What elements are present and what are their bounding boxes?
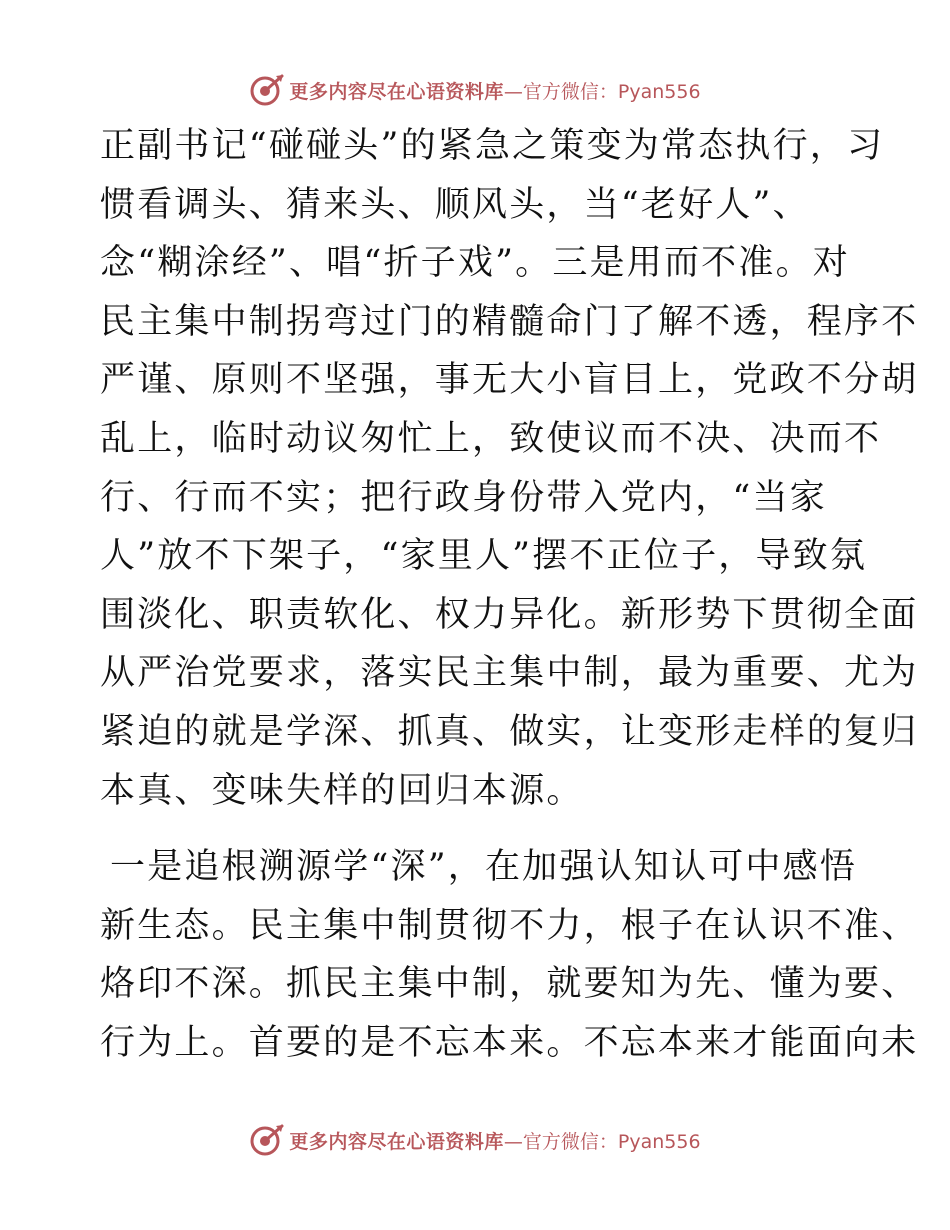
text-line: 民主集中制拐弯过门的精髓命门了解不透，程序不 <box>100 301 919 342</box>
paragraph-1 <box>100 117 919 820</box>
document-body <box>100 117 919 1073</box>
text-line: 人”放不下架子，“家里人”摆不正位子，导致氛 <box>100 536 868 577</box>
footer-watermark-banner <box>0 1120 950 1160</box>
text-line: 新生态。民主集中制贯彻不力，根子在认识不准、 <box>100 905 919 946</box>
paragraph-spacer <box>100 820 860 838</box>
text-line: 紧迫的就是学深、抓真、做实，让变形走样的复归 <box>100 711 919 752</box>
logo-icon <box>249 72 285 108</box>
text-line: 从严治党要求，落实民主集中制，最为重要、尤为 <box>100 653 919 694</box>
paragraph-2 <box>100 838 919 1072</box>
banner-wechat-text: —官方微信：Pyan556 <box>503 80 701 103</box>
text-line: 行为上。首要的是不忘本来。不忘本来才能面向未 <box>100 1022 919 1063</box>
text-line: 围淡化、职责软化、权力异化。新形势下贯彻全面 <box>100 594 919 635</box>
header-watermark-banner <box>0 70 950 110</box>
text-line: 正副书记“碰碰头”的紧急之策变为常态执行，习 <box>100 126 885 166</box>
banner-main-text: 更多内容尽在心语资料库 <box>289 1130 504 1153</box>
text-line: 行、行而不实；把行政身份带入党内，“当家 <box>100 477 827 518</box>
text-line: 惯看调头、猜来头、顺风头，当“老好人”、 <box>100 184 810 225</box>
logo-icon <box>249 1122 285 1158</box>
text-line: 念“糊涂经”、唱“折子戏”。三是用而不准。对 <box>100 243 850 284</box>
text-line: 烙印不深。抓民主集中制，就要知为先、懂为要、 <box>100 964 919 1005</box>
text-line: 本真、变味失样的回归本源。 <box>100 770 584 811</box>
banner-main-text: 更多内容尽在心语资料库 <box>289 80 504 103</box>
banner-wechat-text: —官方微信：Pyan556 <box>503 1130 701 1153</box>
text-line: 一是追根溯源学“深”，在加强认知认可中感悟 <box>110 847 857 888</box>
text-line: 乱上，临时动议匆忙上，致使议而不决、决而不 <box>100 418 882 459</box>
text-line: 严谨、原则不坚强，事无大小盲目上，党政不分胡 <box>100 360 919 401</box>
